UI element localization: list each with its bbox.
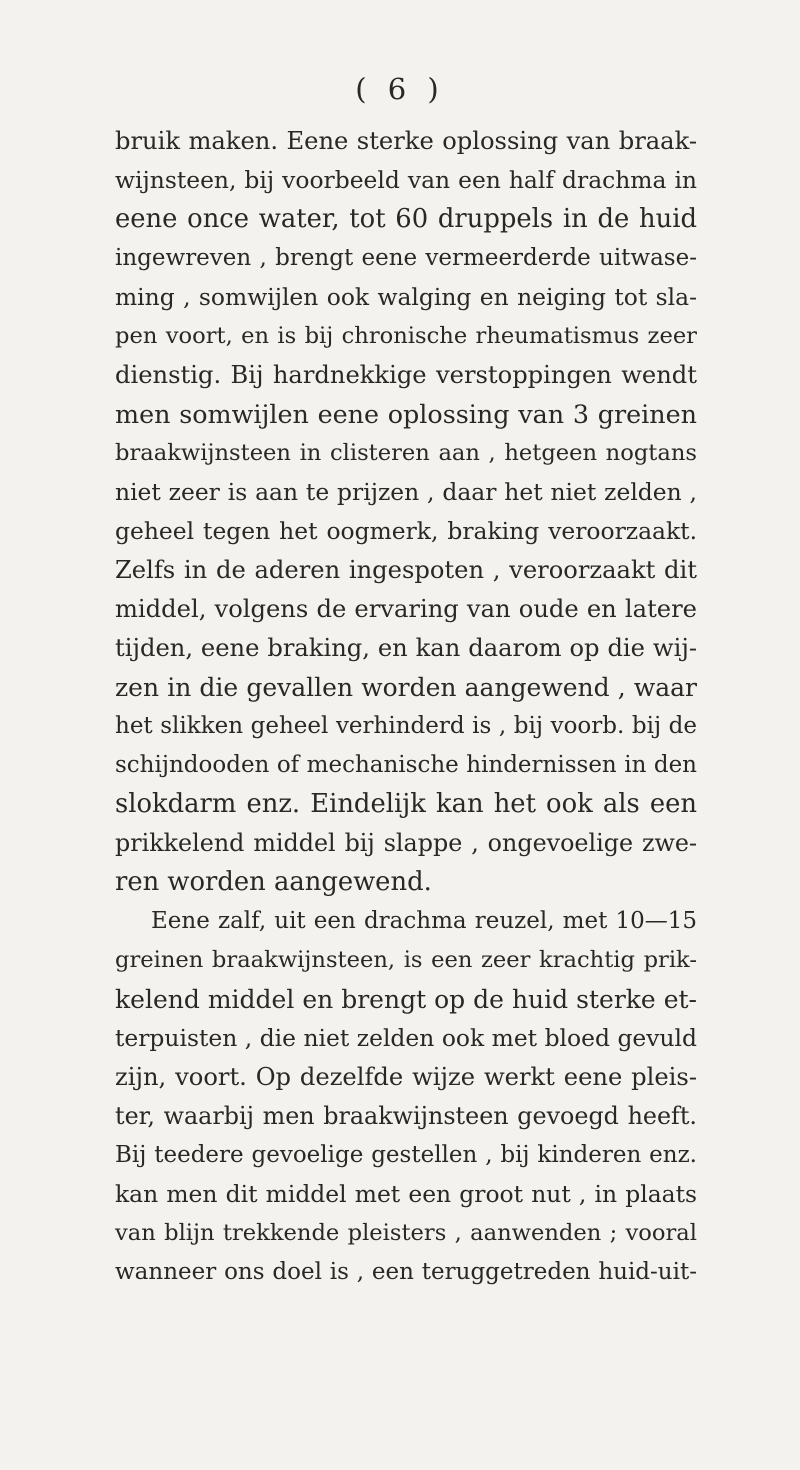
text-line: zen in die gevallen worden aangewend , waar	[115, 673, 697, 702]
text-line: Eene zalf, uit een drachma reuzel, met 10—15	[151, 908, 697, 934]
text-line: ming , somwijlen ook walging en neiging tot sla-	[115, 283, 697, 311]
text-line: ren worden aangewend.	[115, 867, 432, 897]
text-line: Zelfs in de aderen ingespoten , veroorzaakt dit	[115, 556, 697, 584]
text-line: slokdarm enz. Eindelijk kan het ook als een	[115, 789, 697, 819]
text-line: prikkelend middel bij slappe , ongevoelige zwe-	[115, 829, 697, 857]
text-line: dienstig. Bij hardnekkige verstoppingen wendt	[115, 361, 697, 389]
page-number: ( 6 )	[355, 72, 445, 106]
text-line: ingewreven , brengt eene vermeerderde uitwase-	[115, 245, 697, 271]
text-line: eene once water, tot 60 druppels in de huid	[115, 204, 697, 234]
text-line: ter, waarbij men braakwijnsteen gevoegd heeft.	[115, 1102, 697, 1130]
text-line: greinen braakwijnsteen, is een zeer krachtig prik-	[115, 947, 697, 973]
text-line: niet zeer is aan te prijzen , daar het niet zelden ,	[115, 478, 697, 506]
text-line: het slikken geheel verhinderd is , bij voorb. bij de	[115, 713, 697, 739]
body-text	[115, 122, 697, 1292]
text-line: tijden, eene braking, en kan daarom op die wij-	[115, 634, 697, 662]
text-line: middel, volgens de ervaring van oude en latere	[115, 595, 697, 623]
text-line: terpuisten , die niet zelden ook met bloed gevuld	[115, 1024, 697, 1052]
text-line: Bij teedere gevoelige gestellen , bij kinderen enz.	[115, 1142, 697, 1168]
text-line: zijn, voort. Op dezelfde wijze werkt eene pleis-	[115, 1063, 697, 1091]
text-line: schijndooden of mechanische hindernissen in den	[115, 752, 697, 778]
text-line: bruik maken. Eene sterke oplossing van braak-	[115, 127, 697, 155]
text-line: kan men dit middel met een groot nut , in plaats	[115, 1180, 697, 1208]
text-line: pen voort, en is bij chronische rheumatismus zeer	[115, 323, 697, 349]
text-line: kelend middel en brengt op de huid sterke et-	[115, 985, 697, 1014]
text-line: geheel tegen het oogmerk, braking veroorzaakt.	[115, 517, 697, 545]
text-line: wijnsteen, bij voorbeeld van een half drachma in	[115, 166, 697, 194]
text-line: men somwijlen eene oplossing van 3 greinen	[115, 399, 697, 429]
text-line: van blijn trekkende pleisters , aanwenden ; vooral	[115, 1220, 697, 1246]
text-line: braakwijnsteen in clisteren aan , hetgeen nogtans	[115, 440, 697, 466]
text-line: wanneer ons doel is , een teruggetreden huid-uit-	[115, 1259, 697, 1285]
